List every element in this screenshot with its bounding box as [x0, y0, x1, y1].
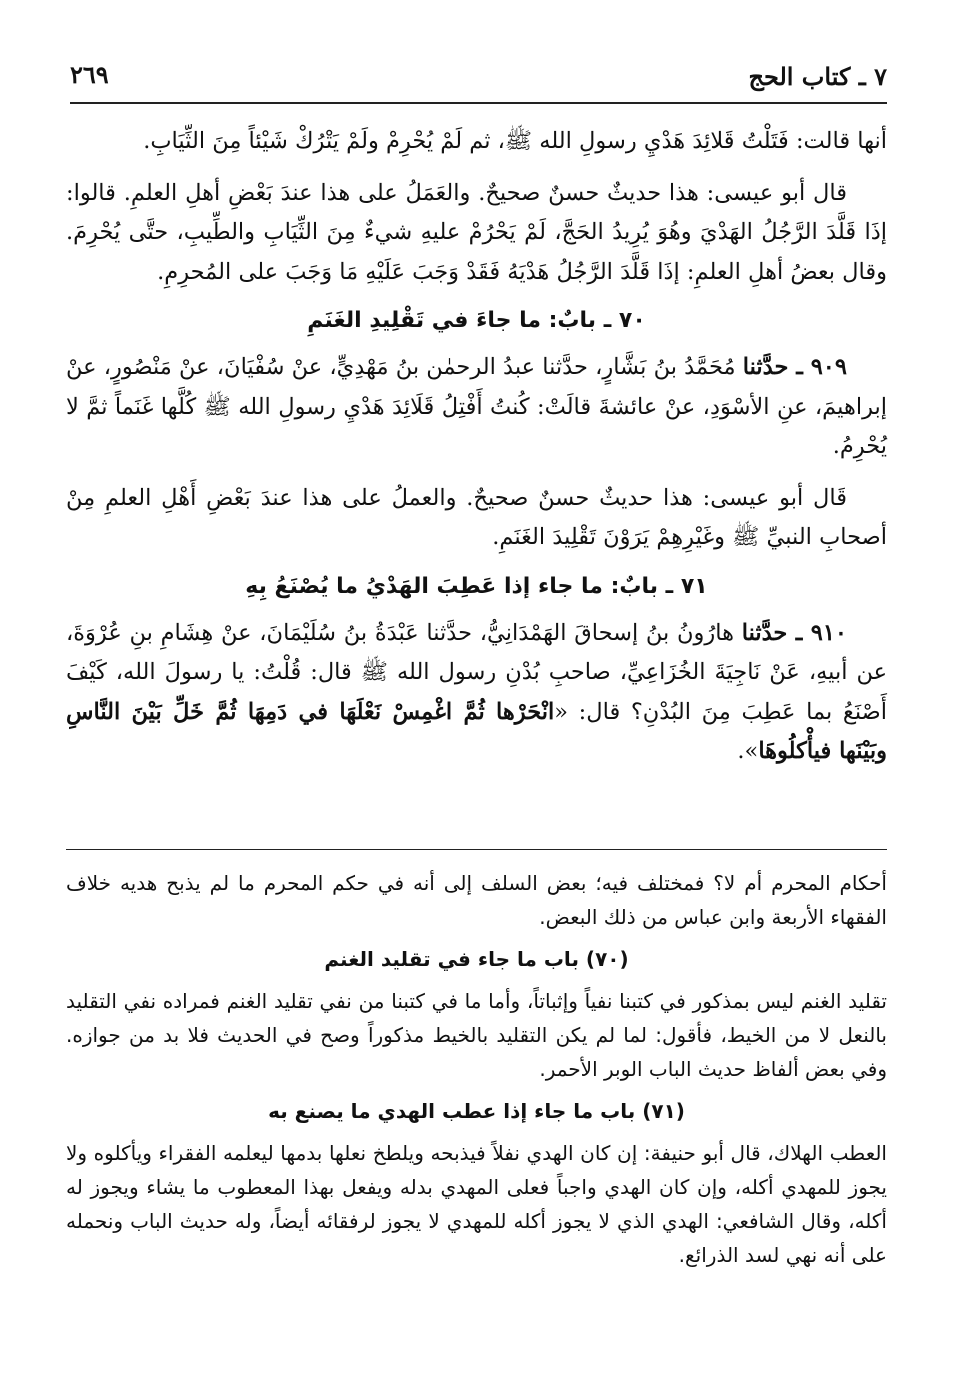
page-number: ٢٦٩	[70, 60, 109, 89]
hadith-910-number: ٩١٠ ـ حدَّثنا	[741, 619, 847, 646]
commentary-notes	[66, 866, 887, 1280]
note-chapter-71-heading: (٧١) باب ما جاء إذا عطب الهدي ما يصنع به	[268, 1099, 685, 1123]
note-3: العطب الهلاك، قال أبو حنيفة: إن كان الهدي نفلاً فيذبحه ويلطخ نعلها بدمها ليعلمه الفقراء ويأكلوه ولا يجوز للمهدي أكله، وإن كان الهدي واجباً فعلى المهدي بدله ويفعل بهذا المعطوب ما يشاء ويجوز له أكله، وقال الشافعي: الهدي الذي لا يجوز أكله للمهدي لا يجوز لرفقائه أيضاً، وله حديث الباب ونحمله على أنه نهي لسد الذرائع.	[66, 1141, 887, 1267]
hadith-910-end: ».	[737, 738, 759, 764]
note-1: أحكام المحرم أم لا؟ فمختلف فيه؛ بعض السلف إلى أنه في حكم المحرم ما لم يذبح هديه خلاف الفقهاء الأربعة وابن عباس من ذلك البعض.	[66, 871, 887, 929]
paragraph-3: قَال أبو عيسى: هذا حديثٌ حسنٌ صحيحٌ. والعملُ على هذا عندَ بَعْضِ أَهْلِ العلمِ مِنْ أصحابِ النبيِّ ﷺ وغَيْرِهِمْ يَرَوْنَ تَقْلِيدَ الغَنَمِ.	[66, 484, 887, 550]
paragraph-2: قال أبو عيسى: هذا حديثٌ حسنٌ صحيحٌ. والعَمَلُ على هذا عندَ بَعْضِ أهلِ العلمِ. قالوا: إذَا قَلَّدَ الرَّجُلُ الهَدْيَ وهُوَ يُرِيدُ الحَجَّ، لَمْ يَحْرُمْ عليهِ شيءٌ مِنَ الثِّيَابِ والطِّيبِ، حتَّى يُحْرِمَ. وقال بعضُ أهلِ العلمِ: إذَا قَلَّدَ الرَّجُلُ هَدْيَهُ فَقَدْ وَجَبَ عَلَيْهِ مَا وَجَبَ على المُحرِمِ.	[66, 179, 887, 285]
main-text	[66, 122, 887, 784]
hadith-910	[66, 614, 887, 772]
page-header	[70, 58, 887, 104]
footnote-divider	[66, 849, 887, 850]
note-2: تقليد الغنم ليس بمذكور في كتبنا نفياً وإثباتاً، وأما ما في كتبنا من نفي تقليد الغنم فمراده نفي التقليد بالنعل لا من الخيط، فأقول: لما لم يكن التقليد بالخيط مذكوراً وصح في الحديث فلا بد من جوازه. وفي بعض ألفاظ حديث الباب الوبر الأحمر.	[66, 989, 887, 1081]
hadith-909-number: ٩٠٩ ـ حدَّثنا	[742, 354, 847, 380]
hadith-910-text: هارُونُ بنُ إسحاقَ الهَمْدَانِيُّ، حدَّثنا عَبْدَةُ بنُ سُلَيْمَانَ، عنْ هِشَامِ بنِ عُرْوَةَ، عن أبيهِ، عَنْ نَاجِيَةَ الخُزَاعِيِّ، صاحبِ بُدْنِ رسول الله ﷺ قال: قُلْتُ: يا رسولَ الله، كَيْفَ أَصْنَعُ بما عَطِبَ مِنَ البُدْنِ؟ قال: «	[66, 619, 887, 725]
hadith-909	[66, 348, 887, 467]
note-chapter-70-heading: (٧٠) باب ما جاء في تقليد الغنم	[324, 947, 629, 971]
chapter-70-heading: ٧٠ ـ بابٌ: ما جاءَ في تَقْلِيدِ الغَنَمِ	[307, 308, 646, 333]
running-title: ٧ ـ كتاب الحج	[748, 62, 887, 91]
hadith-909-text: مُحَمَّدُ بنُ بَشَّارٍ، حدَّثنا عبدُ الرحمٰن بنُ مَهْدِيٍّ، عنْ سُفْيَانَ، عنْ مَنْصُورٍ، عنْ إبراهيمَ، عنِ الأسْوَدِ، عنْ عائشةَ قالَتْ: كُنتُ أَفْتِلُ قَلَائِدَ هَدْيِ رسولِ الله ﷺ كُلَّها غَنَماً ثمَّ لا يُحْرِمُ.	[66, 354, 887, 459]
chapter-71-heading: ٧١ ـ بابٌ: ما جاء إذا عَطِبَ الهَدْيُ ما يُصْنَعُ بِهِ	[245, 573, 708, 599]
paragraph-1: أنها قالت: فَتَلْتُ قَلائِدَ هَدْيِ رسولِ الله ﷺ، ثم لَمْ يُحْرِمْ ولَمْ يَتْرُكْ شَيْئاً مِنَ الثِّيَابِ.	[143, 128, 887, 154]
hadith-910-quote: انْحَرْها ثُمَّ اغْمِسْ نَعْلَهَا في دَمِهَا ثُمَّ خَلِّ بَيْنَ النَّاسِ وبَيْنَها فيأْكلُوهَا	[66, 698, 887, 764]
